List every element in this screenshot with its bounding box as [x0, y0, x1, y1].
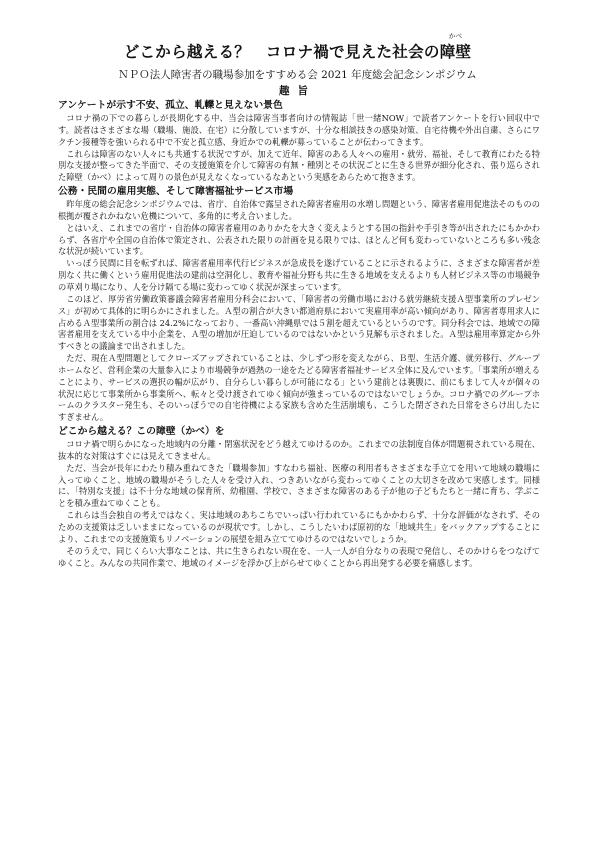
paragraph: ただ、現在Ａ型問題としてクローズアップされていることは、少しずつ形を変えながら、Ｂ型、生活介護、就労移行、グループホームなど、営利企業の大量参入により市場競争が過熱の一途をたどる障害者福祉サービス全体に及んでいます。「事業所が増えることにより、サービスの選択の幅が広がり、自分らしい暮らしが可能になる」という建前とは裏腹に、前にもまして人々が個々の状況に応じて事業所から事業所へ、転々と受け渡されてゆく傾向が強まっているのではないでしょうか。コロナ禍でのグループホームのクラスター発生も、そのいっぽうでの自宅待機による家族も含めた生活崩壊も、こうした閉ざされた日常をさらけ出したにすぎません。: [58, 353, 540, 423]
document-body: [58, 98, 540, 569]
title-ruby-base: 障壁: [439, 42, 472, 61]
title-text: [123, 32, 472, 61]
title-ruby: [439, 32, 472, 62]
paragraph: 昨年度の総会記念シンポジウムでは、省庁、自治体で露呈された障害者雇用の水増し問題という、障害者雇用促進法そのものの根拠が覆されかねない危機について、多角的に考え合いました。: [58, 199, 540, 221]
purpose-heading: 趣旨: [279, 85, 316, 97]
section-heading: どこから越える？この障壁（かべ）を: [58, 426, 225, 438]
section-barrier: [58, 425, 540, 569]
page-title: [0, 32, 595, 62]
paragraph: このほど、厚労省労働政策審議会障害者雇用分科会において、「障害者の労働市場における就労継続支援Ａ型事業所のプレゼンス」が初めて具体的に明らかにされました。Ａ型の割合が大きい都道府県において実雇用率が高い傾向があり、障害者専用求人に占めるＡ型事業所の割合は 24.2%になっており、一番高い沖縄県では５割を超えているというのです。同分科会では、地域での障害者雇用を支えている中小企業を、Ａ型の増加が圧迫しているのではないかという見解も示されました。Ａ型は雇用率算定から外すべきとの議論まで出されました。: [58, 293, 540, 352]
paragraph: とはいえ、これまでの省庁・自治体の障害者雇用のありかたを大きく変えようとする国の指針や手引き等が出されたにもかかわらず、各省庁や全国の自治体で策定され、公表された限りの計画を見る限りでは、ほとんど何も変わっていないところも多い残念な状況が続いています。: [58, 222, 540, 257]
section-heading: 公務・民間の雇用実態、そして障害福祉サービス市場: [58, 186, 294, 198]
paragraph: そのうえで、同じくらい大事なことは、共に生きられない現在を、一人一人が自分なりの表現で発信し、そのかけらをつなげてゆくこと。みんなの共同作業で、地域のイメージを浮かび上がらせてゆくことから再出発する必要を痛感します。: [58, 545, 540, 568]
title-main: どこから越える？ コロナ禍で見えた社会の: [123, 42, 440, 61]
paragraph: いっぽう民間に目を転ずれば、障害者雇用率代行ビジネスが急成長を遂げていることに示されるように、さまざまな障害者が差別なく共に働くという雇用促進法の建前は空洞化し、教育や福祉分野も共に生きる地域を支えるよりも人材ビジネス等の市場競争の草刈り場になり、人を分け隔てる場に変わってゆく状況が深まっています。: [58, 258, 540, 292]
section-anxiety: [58, 99, 540, 184]
paragraph: コロナ禍の下での暮らしが長期化する中、当会は障害当事者向けの情報誌「世一緒NOW」で読者アンケートを行い回収中です。読者はさまざまな場（職場、施設、在宅）に分散していますが、十分な相談技きの感染対策、自宅待機や外出自粛、さらにワクチン接種等を強いられる中で不安と孤立感、身近かでの軋轢が募っていることが伝わってきます。: [58, 113, 540, 147]
section-heading: アンケートが示す不安、孤立、軋轢と見えない景色: [58, 100, 283, 111]
title-ruby-reading: かべ: [448, 32, 463, 40]
paragraph: ただ、当会が長年にわたり積み重ねてきた「職場参加」すなわち福祉、医療の利用者もさまざまな手立てを用いて地域の職場に入ってゆくこと、地域の職場がそうした人々を受け入れ、つきあいながら変わってゆくことの大切さを改めて実感します。同様に、「特別な支援」は不十分な地域の保育所、幼稚園、学校で、さまざまな障害のある子が他の子どもたちと一緒に育ち、学ぶことを積み重ねてゆくことも。: [58, 462, 540, 509]
paragraph: これらは障害のない人々にも共通する状況ですが、加えて近年、障害のある人々への雇用・就労、福祉、そして教育にわたる特別な支援が整ってきた半面で、その支援施策を介して障害の有無・種別とその状況ごとに生きる世界が細分化され、張り巡らされた障壁（かべ）によって周りの景色が見えなくなっているなあという実感をあらためて抱きます。: [58, 148, 540, 183]
paragraph: これらは当会独自の考えではなく、実は地域のあちこちでいっぱい行われているにもかかわらず、十分な評価がなされず、そのための支援策は乏しいままになっているのが現状です。しかし、こうしたいわば原初的な「地域共生」をバックアップすることにより、これまでの支援施策もリノベーションの展望を組み立ててゆけるのではないでしょうか。: [58, 510, 540, 544]
subtitle: ＮＰＯ法人障害者の職場参加をすすめる会 2021 年度総会記念シンポジウム: [118, 69, 477, 81]
paragraph: コロナ禍で明らかになった地域内の分離・閉塞状況をどう越えてゆけるのか。これまでの法制度自体が問題視されている現在、抜本的な対策はすぐには見えてきません。: [58, 439, 540, 461]
section-employment: [58, 185, 540, 424]
